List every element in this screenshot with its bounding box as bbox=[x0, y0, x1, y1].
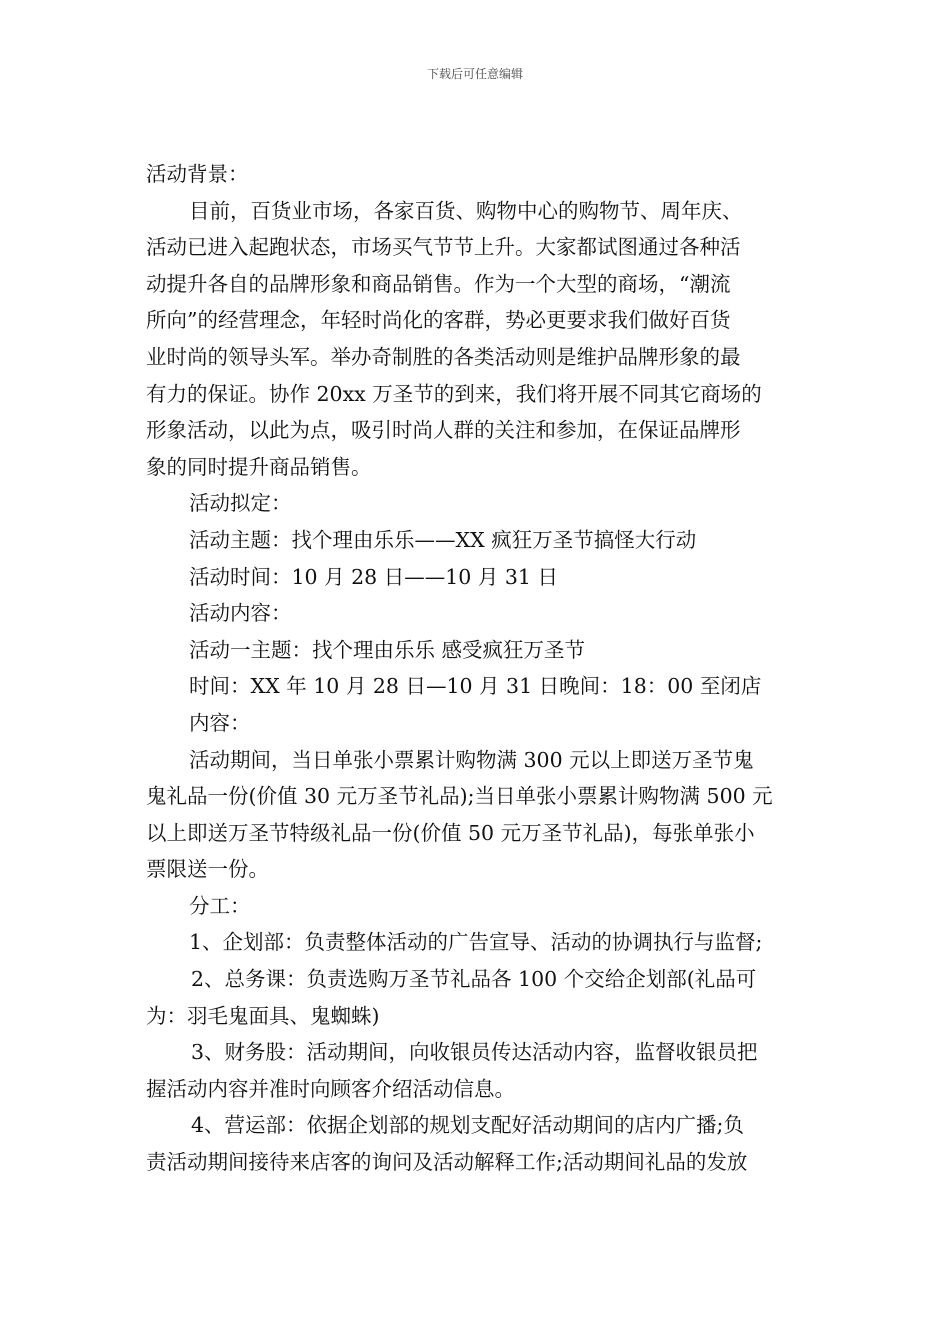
paragraph-line: 形象活动，以此为点，吸引时尚人群的关注和参加，在保证品牌形 bbox=[146, 418, 741, 443]
paragraph-line: 动提升各自的品牌形象和商品销售。作为一个大型的商场，“潮流 bbox=[146, 271, 731, 296]
activity-one-time-line: 时间：XX 年 10 月 28 日—10 月 31 日晚间：18：00 至闭店 bbox=[189, 674, 762, 699]
paragraph-line: 责活动期间接待来店客的询问及活动解释工作;活动期间礼品的发放 bbox=[146, 1150, 748, 1175]
paragraph-line: 票限送一份。 bbox=[146, 857, 269, 882]
document-body bbox=[146, 156, 806, 1181]
paragraph-line: 业时尚的领导头军。举办奇制胜的各类活动则是维护品牌形象的最 bbox=[146, 344, 741, 369]
paragraph-line: 为：羽毛鬼面具、鬼蜘蛛) bbox=[146, 1003, 380, 1028]
activity-time-line: 活动时间：10 月 28 日——10 月 31 日 bbox=[189, 564, 558, 589]
section-heading-content: 活动内容： bbox=[189, 601, 292, 626]
division-item-4: 4、营运部：依据企划部的规划支配好活动期间的店内广播;负 bbox=[191, 1113, 744, 1138]
section-heading-plan: 活动拟定： bbox=[189, 491, 292, 516]
paragraph-line: 有力的保证。协作 20xx 万圣节的到来，我们将开展不同其它商场的 bbox=[146, 381, 762, 406]
section-heading-background: 活动背景： bbox=[146, 162, 249, 186]
paragraph-line: 活动期间，当日单张小票累计购物满 300 元以上即送万圣节鬼 bbox=[189, 747, 754, 772]
division-heading: 分工： bbox=[189, 893, 251, 918]
paragraph-line: 鬼礼品一份(价值 30 元万圣节礼品);当日单张小票累计购物满 500 元 bbox=[146, 784, 773, 809]
division-item-3: 3、财务股：活动期间，向收银员传达活动内容，监督收银员把 bbox=[191, 1040, 758, 1065]
activity-one-theme-line: 活动一主题：找个理由乐乐 感受疯狂万圣节 bbox=[189, 637, 586, 662]
content-label: 内容： bbox=[189, 710, 251, 735]
paragraph-line: 所向”的经营理念，年轻时尚化的客群，势必更要求我们做好百货 bbox=[146, 308, 731, 333]
paragraph-line: 活动已进入起跑状态，市场买气节节上升。大家都试图通过各种活 bbox=[146, 235, 741, 260]
activity-theme-line: 活动主题：找个理由乐乐——XX 疯狂万圣节搞怪大行动 bbox=[189, 527, 697, 552]
paragraph-line: 握活动内容并准时向顾客介绍活动信息。 bbox=[146, 1076, 515, 1101]
paragraph-line: 目前，百货业市场，各家百货、购物中心的购物节、周年庆、 bbox=[189, 198, 743, 223]
division-item-2: 2、总务课：负责选购万圣节礼品各 100 个交给企划部(礼品可 bbox=[191, 967, 757, 992]
paragraph-line: 象的同时提升商品销售。 bbox=[146, 454, 372, 479]
page-header-note: 下载后可任意编辑 bbox=[426, 67, 523, 81]
division-item-1: 1、企划部：负责整体活动的广告宣导、活动的协调执行与监督; bbox=[189, 930, 763, 955]
paragraph-line: 以上即送万圣节特级礼品一份(价值 50 元万圣节礼品)，每张单张小 bbox=[146, 820, 755, 845]
